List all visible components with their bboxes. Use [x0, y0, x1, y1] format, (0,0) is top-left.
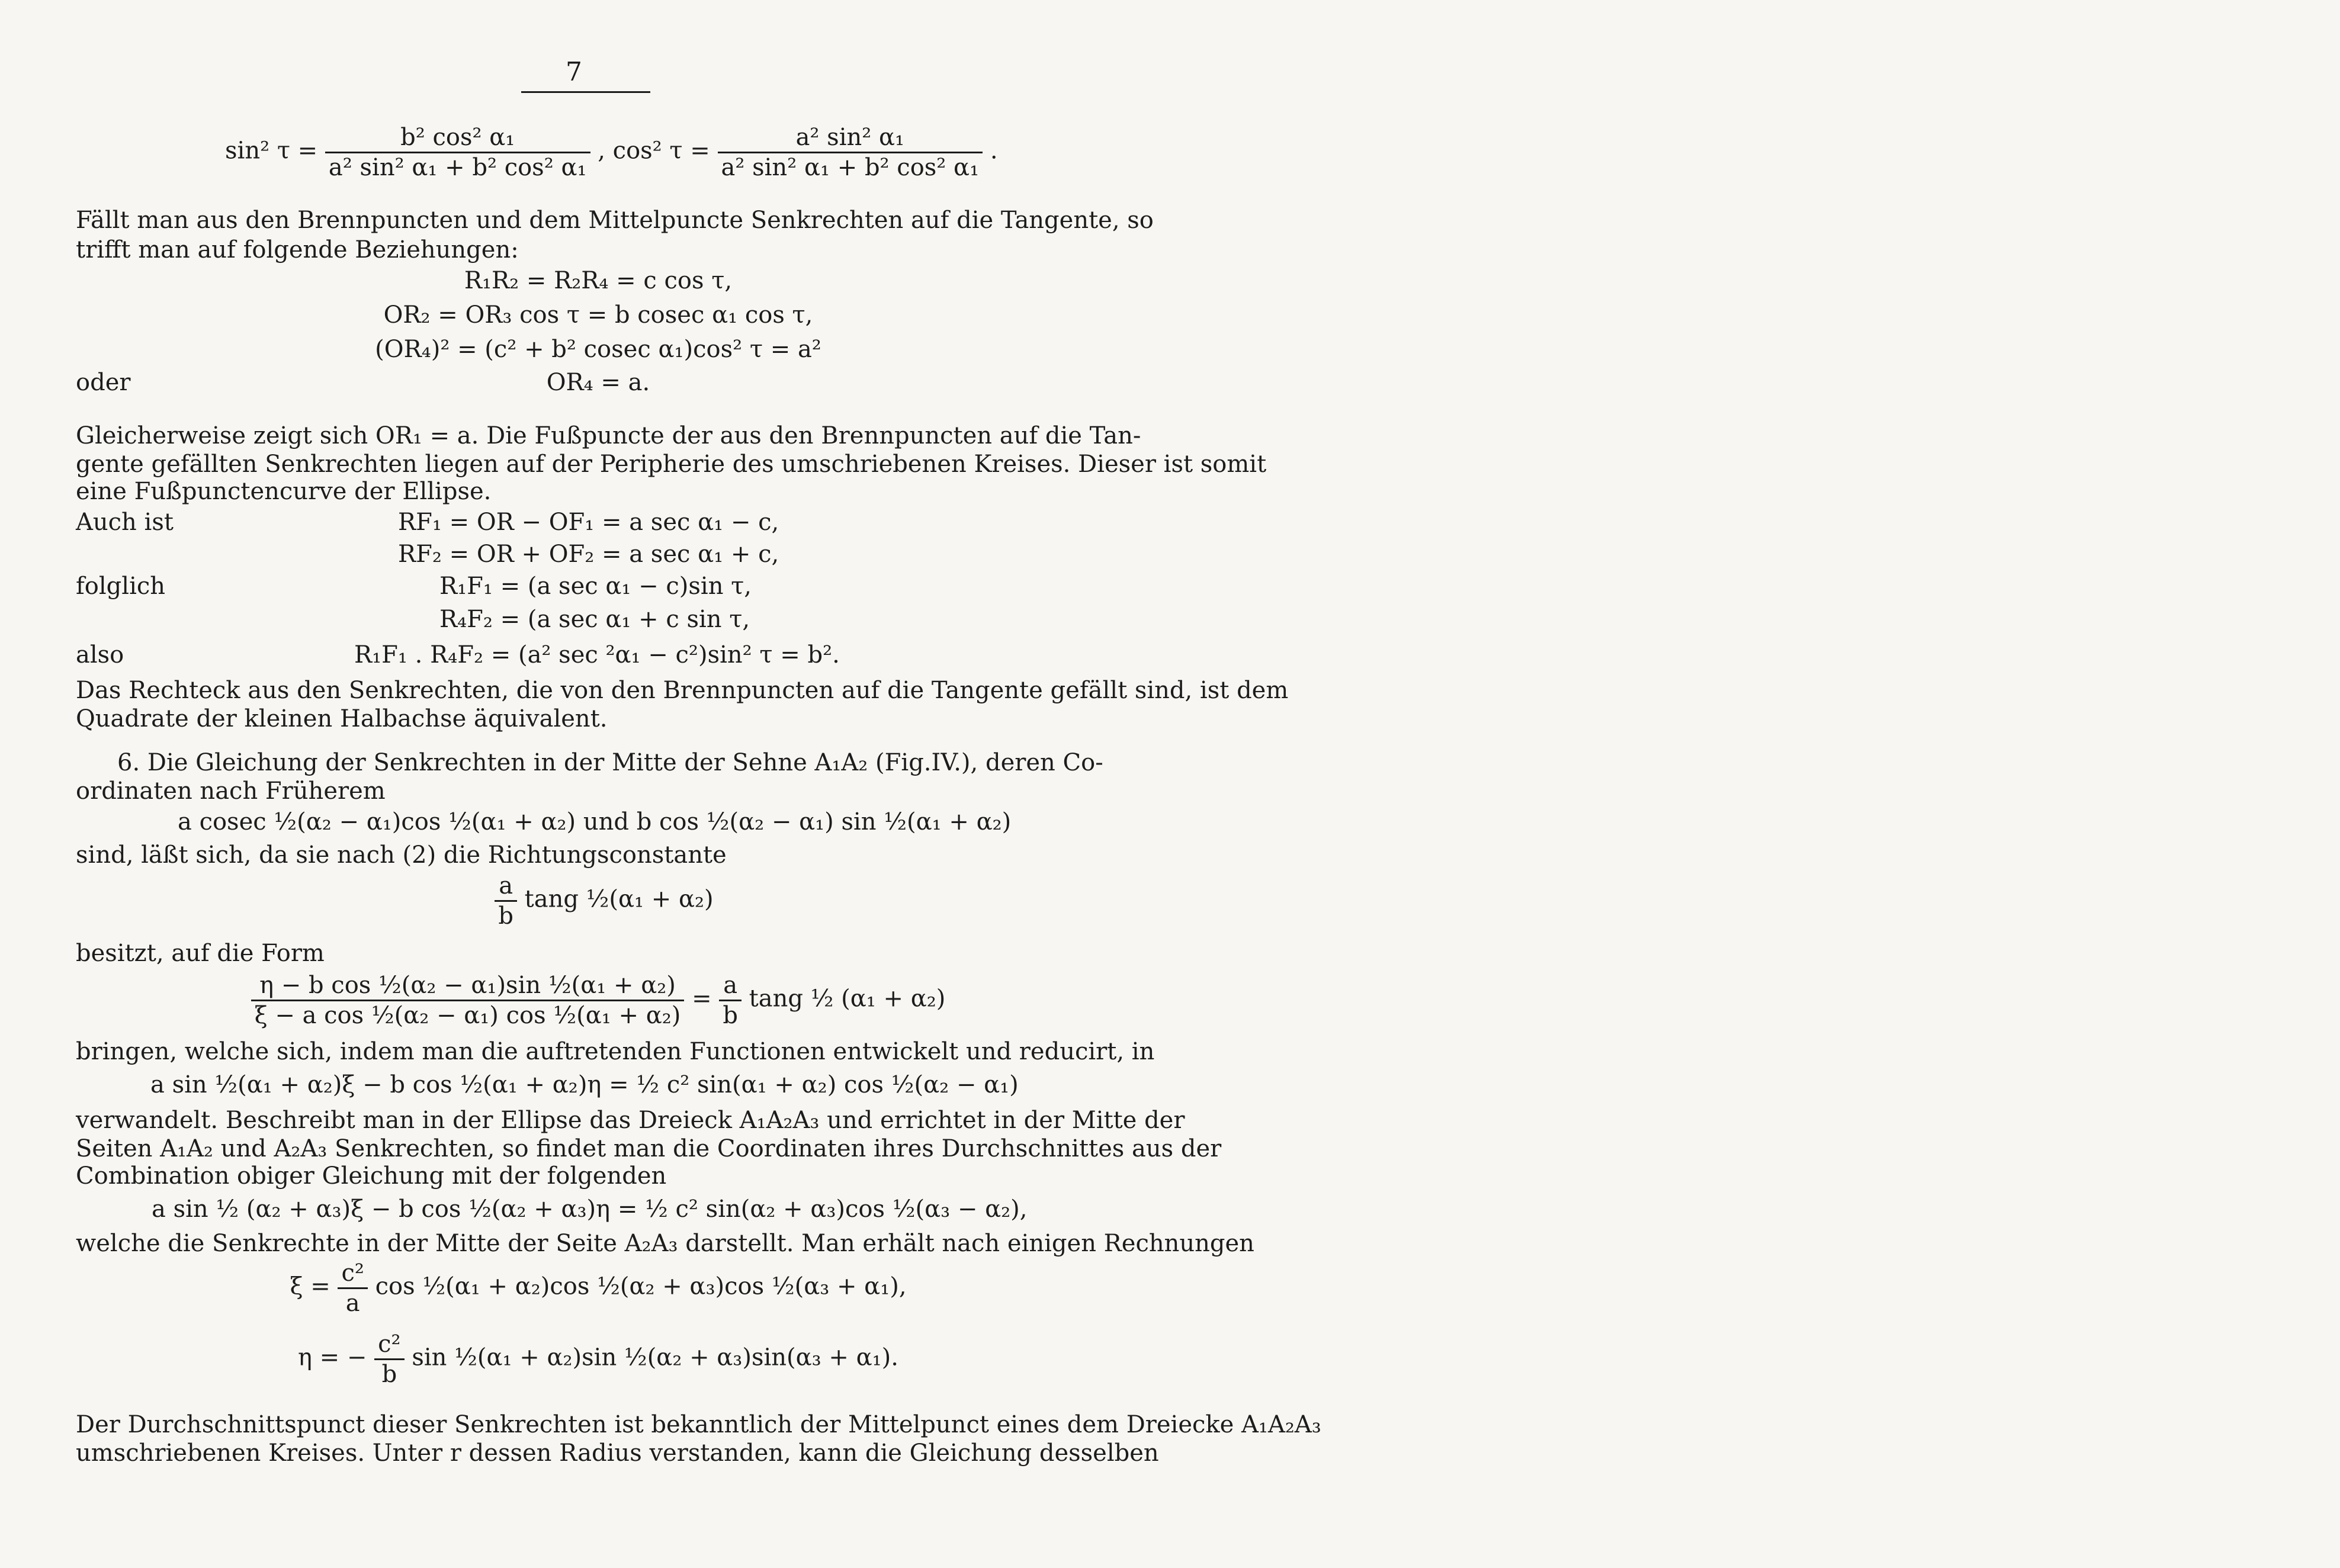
equation: R₁F₁ . R₄F₂ = (a² sec ²α₁ − c²)sin² τ = b².	[354, 641, 840, 669]
text-line: sind, läßt sich, da sie nach (2) die Richtungsconstante	[76, 841, 727, 869]
equation-tang	[367, 872, 841, 930]
denominator: a	[345, 1290, 360, 1317]
numerator: a	[719, 971, 742, 1001]
numerator: a	[495, 872, 517, 902]
text-line: Der Durchschnittspunct dieser Senkrechten ist bekanntlich der Mittelpunct eines dem Dreiecke A₁A₂A₃	[76, 1411, 1321, 1438]
equation-rest: tang ½(α₁ + α₂)	[524, 885, 714, 913]
equation-sin-cos	[225, 123, 998, 182]
denominator: ξ − a cos ½(α₂ − α₁) cos ½(α₁ + α₂)	[254, 1002, 681, 1029]
equation-xi	[201, 1259, 995, 1318]
equation: R₁F₁ = (a sec α₁ − c)sin τ,	[439, 573, 752, 600]
text-line: ordinaten nach Früherem	[76, 777, 386, 805]
numerator: η − b cos ½(α₂ − α₁)sin ½(α₁ + α₂)	[251, 971, 685, 1001]
fraction	[251, 971, 685, 1030]
numerator: c²	[374, 1330, 404, 1360]
equation-form	[213, 971, 983, 1030]
text-line: gente gefällten Senkrechten liegen auf der Peripherie des umschriebenen Kreises. Dieser ist somit	[76, 451, 1267, 478]
text-line: bringen, welche sich, indem man die auftretenden Functionen entwickelt und reducirt, in	[76, 1038, 1155, 1065]
fraction	[374, 1330, 404, 1389]
equation-lhs: η = −	[298, 1344, 367, 1371]
cos-lhs: , cos² τ =	[598, 137, 710, 165]
page-number: 7	[566, 57, 582, 87]
text-line: Seiten A₁A₂ und A₂A₃ Senkrechten, so findet man die Coordinaten ihres Durchschnittes aus der	[76, 1135, 1222, 1162]
denominator: b	[498, 902, 513, 930]
equation: a sin ½(α₁ + α₂)ξ − b cos ½(α₁ + α₂)η = ½ c² sin(α₁ + α₂) cos ½(α₂ − α₁)	[150, 1071, 1019, 1098]
sin-lhs: sin² τ =	[225, 137, 318, 165]
equation: OR₂ = OR₃ cos τ = b cosec α₁ cos τ,	[383, 301, 813, 329]
numerator: c²	[338, 1259, 367, 1289]
text-line: umschriebenen Kreises. Unter r dessen Radius verstanden, kann die Gleichung desselben	[76, 1440, 1159, 1467]
equation: R₁R₂ = R₂R₄ = c cos τ,	[464, 267, 733, 294]
text-line: trifft man auf folgende Beziehungen:	[76, 236, 519, 264]
text-line: verwandelt. Beschreibt man in der Ellipse das Dreieck A₁A₂A₃ und errichtet in der Mitte der	[76, 1107, 1185, 1134]
equation-rest: cos ½(α₁ + α₂)cos ½(α₂ + α₃)cos ½(α₃ + α₁),	[375, 1273, 907, 1300]
text-line: 6. Die Gleichung der Senkrechten in der Mitte der Sehne A₁A₂ (Fig.IV.), deren Co-	[117, 749, 1103, 776]
equals: =	[692, 985, 712, 1013]
denominator: b	[381, 1361, 397, 1388]
text-line: welche die Senkrechte in der Mitte der Seite A₂A₃ darstellt. Man erhält nach einigen Rechnungen	[76, 1230, 1254, 1257]
label-folglich: folglich	[76, 573, 166, 600]
sin-numerator: b² cos² α₁	[325, 123, 590, 153]
text-line: Das Rechteck aus den Senkrechten, die von den Brennpuncten auf die Tangente gefällt sind, ist dem	[76, 677, 1289, 704]
fraction	[338, 1259, 367, 1318]
equation-lhs: ξ =	[290, 1273, 330, 1300]
label-also: also	[76, 641, 124, 669]
text-line: Gleicherweise zeigt sich OR₁ = a. Die Fußpuncte der aus den Brennpuncten auf die Tan-	[76, 422, 1141, 449]
equation: (OR₄)² = (c² + b² cosec α₁)cos² τ = a²	[375, 336, 821, 363]
cos-fraction	[718, 123, 983, 182]
equation: OR₄ = a.	[546, 369, 650, 396]
label-oder: oder	[76, 369, 131, 396]
sin-denominator: a² sin² α₁ + b² cos² α₁	[328, 154, 587, 181]
equation: RF₁ = OR − OF₁ = a sec α₁ − c,	[398, 509, 779, 536]
fraction	[719, 971, 742, 1030]
label-auch-ist: Auch ist	[76, 509, 174, 536]
eq-end: .	[990, 137, 998, 165]
cos-denominator: a² sin² α₁ + b² cos² α₁	[721, 154, 980, 181]
fraction	[495, 872, 517, 930]
denominator: b	[723, 1002, 738, 1029]
cos-numerator: a² sin² α₁	[718, 123, 983, 153]
text-line: Quadrate der kleinen Halbachse äquivalent.	[76, 705, 608, 732]
equation: R₄F₂ = (a sec α₁ + c sin τ,	[439, 606, 750, 633]
equation: RF₂ = OR + OF₂ = a sec α₁ + c,	[398, 541, 779, 568]
equation-rest: tang ½ (α₁ + α₂)	[749, 985, 946, 1013]
text-line: Combination obiger Gleichung mit der folgenden	[76, 1162, 667, 1190]
text-line: eine Fußpunctencurve der Ellipse.	[76, 478, 492, 505]
sin-fraction	[325, 123, 590, 182]
equation-rest: sin ½(α₁ + α₂)sin ½(α₂ + α₃)sin(α₃ + α₁).	[412, 1344, 898, 1371]
header-rule	[521, 91, 650, 93]
equation-eta	[201, 1330, 995, 1389]
equation: a sin ½ (α₂ + α₃)ξ − b cos ½(α₂ + α₃)η = ½ c² sin(α₂ + α₃)cos ½(α₃ − α₂),	[152, 1196, 1028, 1223]
text-line: besitzt, auf die Form	[76, 940, 325, 967]
equation: a cosec ½(α₂ − α₁)cos ½(α₁ + α₂) und b cos ½(α₂ − α₁) sin ½(α₁ + α₂)	[178, 808, 1012, 836]
text-line: Fällt man aus den Brennpuncten und dem Mittelpuncte Senkrechten auf die Tangente, so	[76, 207, 1154, 234]
